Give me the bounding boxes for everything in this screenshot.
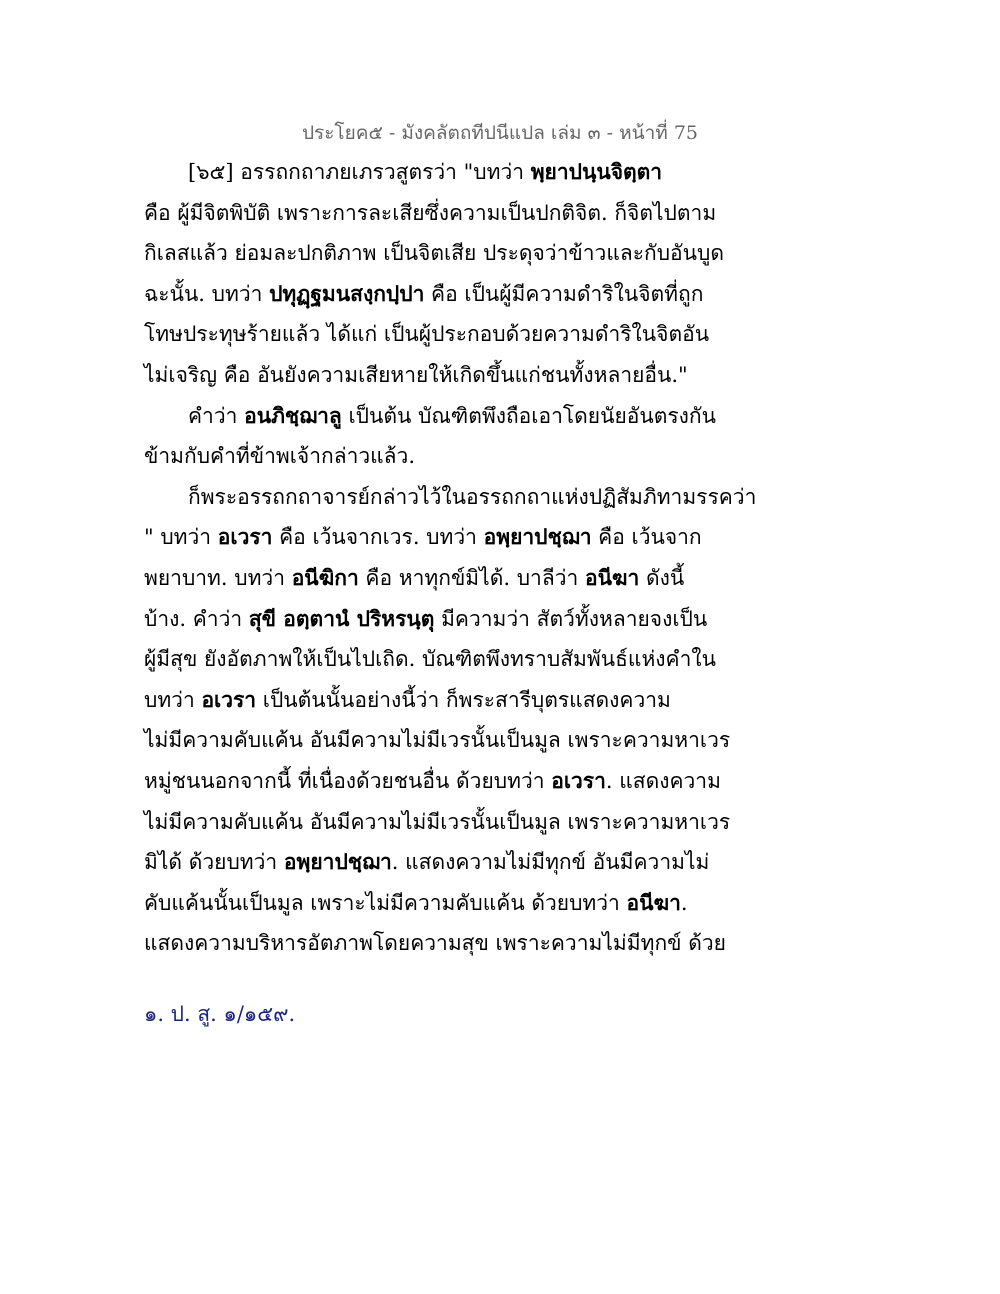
bold-term: อเวรา	[217, 524, 273, 550]
text-line	[144, 923, 864, 964]
text-line	[144, 274, 864, 315]
bold-term: สุขี อตฺตานํ ปริหรนฺตุ	[248, 605, 435, 631]
text-segment: ไม่มีความคับแค้น อันมีความไม่มีเวรนั้นเป็นมูล เพราะความหาเวร	[144, 728, 731, 753]
bold-term: อนีฆา	[584, 564, 640, 590]
text-line	[144, 599, 864, 640]
text-line	[144, 842, 864, 883]
text-segment: เป็นต้น บัณฑิตพึงถือเอาโดยนัยอันตรงกัน	[341, 403, 716, 428]
bold-term: อเวรา	[551, 767, 606, 793]
text-segment: ไม่เจริญ คือ อันยังความเสียหายให้เกิดขึ้นแก่ชนทั้งหลายอื่น."	[144, 362, 688, 387]
text-segment: บทว่า	[144, 687, 202, 712]
text-segment: กิเลสแล้ว ย่อมละปกติภาพ เป็นจิตเสีย ประดุจว่าข้าวและกับอันบูด	[144, 241, 724, 266]
text-segment: ดังนี้	[639, 565, 685, 590]
text-segment: . แสดงความ	[605, 768, 721, 793]
bold-term: อนีฆา	[626, 889, 681, 915]
text-segment: เป็นต้นนั้นอย่างนี้ว่า ก็พระสารีบุตรแสดงความ	[256, 687, 671, 712]
footnote: ๑. ป. สู. ๑/๑๕๙.	[144, 1002, 296, 1026]
text-segment: ก็พระอรรถกถาจารย์กล่าวไว้ในอรรถกถาแห่งปฏิสัมภิทามรรคว่า	[188, 484, 757, 509]
bold-term: อนีฆิกา	[291, 564, 359, 590]
text-segment: " บทว่า	[144, 525, 218, 550]
bold-term: อเวรา	[201, 686, 257, 712]
text-segment: .	[680, 890, 688, 915]
bold-term: อพฺยาปชฺฌา	[283, 849, 392, 875]
text-line	[144, 883, 864, 924]
bold-term: อนภิชฺฌาลู	[244, 402, 342, 428]
bold-term: ปทุฏฺฐมนสงฺกปฺปา	[269, 280, 425, 306]
text-segment: มีความว่า สัตว์ทั้งหลายจงเป็น	[434, 606, 708, 631]
text-segment: ฉะนั้น. บทว่า	[144, 281, 270, 306]
text-line	[144, 152, 864, 193]
text-line	[144, 396, 864, 437]
text-line	[144, 314, 864, 355]
text-line	[144, 355, 864, 396]
text-segment: คำว่า	[188, 403, 245, 428]
text-segment: คือ เป็นผู้มีความดำริในจิตที่ถูก	[424, 281, 704, 306]
text-segment: ไม่มีความคับแค้น อันมีความไม่มีเวรนั้นเป็นมูล เพราะความหาเวร	[144, 809, 731, 834]
text-segment: ผู้มีสุข ยังอัตภาพให้เป็นไปเถิด. บัณฑิตพึงทราบสัมพันธ์แห่งคำใน	[144, 647, 716, 672]
text-line	[144, 639, 864, 680]
bold-term: อพฺยาปชฺฌา	[483, 524, 592, 550]
text-line	[144, 436, 864, 477]
text-segment: บ้าง. คำว่า	[144, 606, 249, 631]
text-line	[144, 233, 864, 274]
page-header: ประโยค๕ - มังคลัตถทีปนีแปล เล่ม ๓ - หน้าที่ 75	[301, 122, 699, 144]
text-segment: คือ หาทุกข์มิได้. บาลีว่า	[358, 565, 585, 590]
text-line	[144, 720, 864, 761]
text-segment: มิได้ ด้วยบทว่า	[144, 850, 284, 875]
text-line	[144, 761, 864, 802]
text-segment: [๖๕] อรรถกถาภยเภรวสูตรว่า "บทว่า	[188, 160, 531, 184]
bold-term: พฺยาปนฺนจิตฺตา	[530, 159, 663, 184]
text-segment: พยาบาท. บทว่า	[144, 565, 292, 590]
text-segment: . แสดงความไม่มีทุกข์ อันมีความไม่	[391, 850, 710, 875]
text-line	[144, 193, 864, 234]
text-line	[144, 802, 864, 843]
text-segment: ข้ามกับคำที่ข้าพเจ้ากล่าวแล้ว.	[144, 444, 416, 469]
text-segment: โทษประทุษร้ายแล้ว ได้แก่ เป็นผู้ประกอบด้วยความดำริในจิตอัน	[144, 322, 710, 347]
text-segment: หมู่ชนนอกจากนี้ ที่เนื่องด้วยชนอื่น ด้วยบทว่า	[144, 768, 552, 793]
text-line	[144, 477, 864, 518]
text-segment: คับแค้นนั้นเป็นมูล เพราะไม่มีความคับแค้น ด้วยบทว่า	[144, 890, 627, 915]
text-line	[144, 680, 864, 721]
body-text	[144, 152, 864, 964]
text-line	[144, 517, 864, 558]
text-line	[144, 558, 864, 599]
text-segment: คือ เว้นจากเวร. บทว่า	[272, 525, 484, 550]
text-segment: คือ เว้นจาก	[591, 525, 702, 550]
text-segment: แสดงความบริหารอัตภาพโดยความสุข เพราะความไม่มีทุกข์ ด้วย	[144, 931, 726, 956]
text-segment: คือ ผู้มีจิตพิบัติ เพราะการละเสียซึ่งความเป็นปกติจิต. ก็จิตไปตาม	[144, 200, 717, 225]
